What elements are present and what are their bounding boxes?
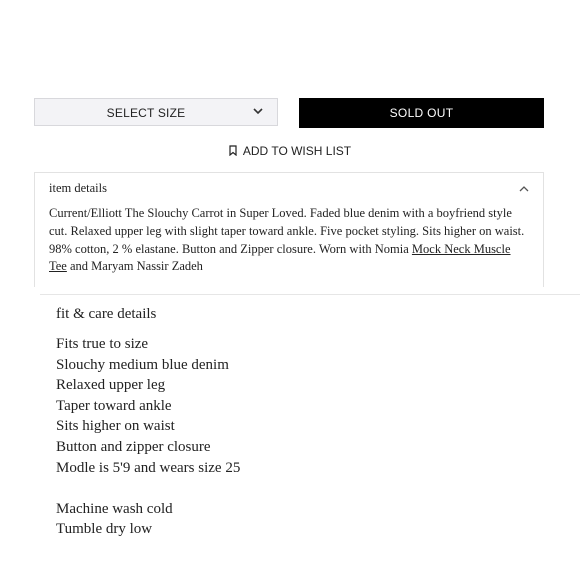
section-divider bbox=[40, 294, 580, 295]
bookmark-icon bbox=[229, 145, 237, 156]
spacer bbox=[56, 478, 556, 499]
item-details-panel bbox=[34, 172, 544, 287]
fit-care-title: fit & care details bbox=[56, 306, 157, 322]
purchase-actions bbox=[34, 98, 544, 128]
sold-out-button[interactable]: SOLD OUT bbox=[299, 98, 544, 128]
size-select[interactable] bbox=[34, 98, 278, 126]
fit-detail: Slouchy medium blue denim bbox=[56, 356, 229, 373]
chevron-down-icon bbox=[253, 107, 263, 115]
item-details-description bbox=[49, 205, 531, 276]
add-to-wish-list-button[interactable] bbox=[0, 144, 580, 158]
product-link[interactable]: Mock Neck Muscle Tee bbox=[49, 241, 511, 274]
wish-list-label: ADD TO WISH LIST bbox=[242, 144, 352, 158]
fit-detail: Taper toward ankle bbox=[56, 397, 172, 414]
description-text-end: and Maryam Nassir Zadeh bbox=[66, 259, 203, 274]
care-detail: Tumble dry low bbox=[56, 521, 153, 538]
fit-detail: Button and zipper closure bbox=[56, 438, 211, 455]
care-detail: Machine wash cold bbox=[56, 500, 173, 517]
description-text: Current/Elliott The Slouchy Carrot in Super Loved. Faded blue denim with a boyfriend style cut. Relaxed upper leg with slight taper toward ankle. Five pocket styling. Sits higher on waist. 98% cotton, 2 % elastane. Button and Zipper closure. Worn with Nomia bbox=[49, 206, 525, 256]
size-select-label: SELECT SIZE bbox=[106, 106, 186, 120]
fit-detail: Sits higher on waist bbox=[56, 418, 175, 435]
fit-detail: Relaxed upper leg bbox=[56, 377, 166, 394]
chevron-up-icon[interactable] bbox=[519, 185, 529, 192]
fit-care-section bbox=[56, 304, 556, 540]
item-details-title[interactable]: item details bbox=[49, 181, 107, 195]
fit-detail: Fits true to size bbox=[56, 336, 149, 352]
fit-detail: Modle is 5'9 and wears size 25 bbox=[56, 459, 241, 476]
